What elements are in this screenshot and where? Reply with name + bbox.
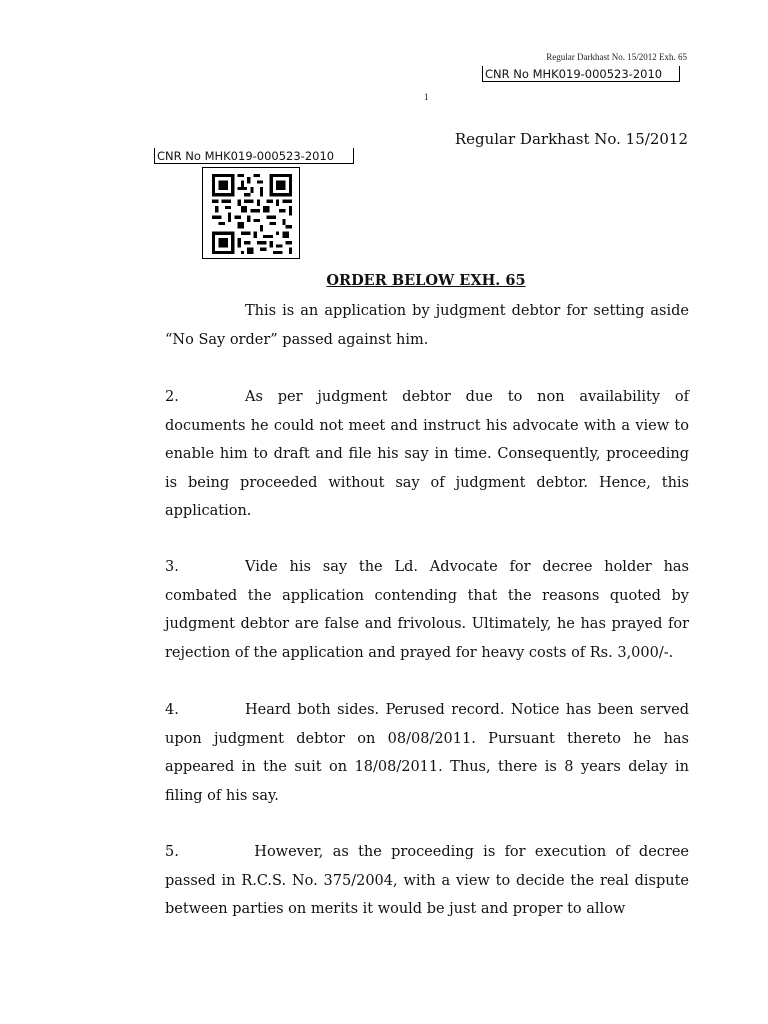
paragraph-2 xyxy=(165,383,689,526)
paragraph-text: This is an application by judgment debtor for setting aside “No Say order” passed against him. xyxy=(165,303,689,348)
paragraph-number: 3. xyxy=(165,559,179,575)
case-title: Regular Darkhast No. 15/2012 xyxy=(454,130,688,148)
paragraph-1 xyxy=(165,297,689,354)
paragraph-number: 4. xyxy=(165,702,179,718)
qr-code-icon xyxy=(212,174,292,254)
paragraph-number: 5. xyxy=(165,844,179,860)
cnr-number-left: CNR No MHK019-000523-2010 xyxy=(154,148,354,164)
order-heading-text: ORDER BELOW EXH. 65 xyxy=(326,272,526,289)
page-number: 1 xyxy=(424,92,429,102)
paragraph-5 xyxy=(165,838,689,924)
header-case-reference: Regular Darkhast No. 15/2012 Exh. 65 xyxy=(546,52,687,62)
order-heading xyxy=(0,272,768,289)
paragraph-number: 2. xyxy=(165,389,179,405)
paragraph-text: Heard both sides. Perused record. Notice has been served upon judgment debtor on 08/08/2011. Pursuant thereto he has appeared in the suit on 18/08/2011. Thus, there is 8 years delay in filing of his say. xyxy=(165,702,689,804)
paragraph-text: As per judgment debtor due to non availability of documents he could not meet and instruct his advocate with a view to enable him to draft and file his say in time. Consequently, proceeding is being proceeded without say of judgment debtor. Hence, this application. xyxy=(165,389,689,519)
cnr-number-top: CNR No MHK019-000523-2010 xyxy=(482,66,680,82)
paragraph-4 xyxy=(165,696,689,810)
qr-code xyxy=(202,167,300,259)
paragraph-text: However, as the proceeding is for execution of decree passed in R.C.S. No. 375/2004, with a view to decide the real dispute between parties on merits it would be just and proper to allow xyxy=(165,844,689,917)
paragraph-3 xyxy=(165,553,689,667)
paragraph-text: Vide his say the Ld. Advocate for decree holder has combated the application contending that the reasons quoted by judgment debtor are false and frivolous. Ultimately, he has prayed for rejection of the application and prayed for heavy costs of Rs. 3,000/-. xyxy=(165,559,689,661)
